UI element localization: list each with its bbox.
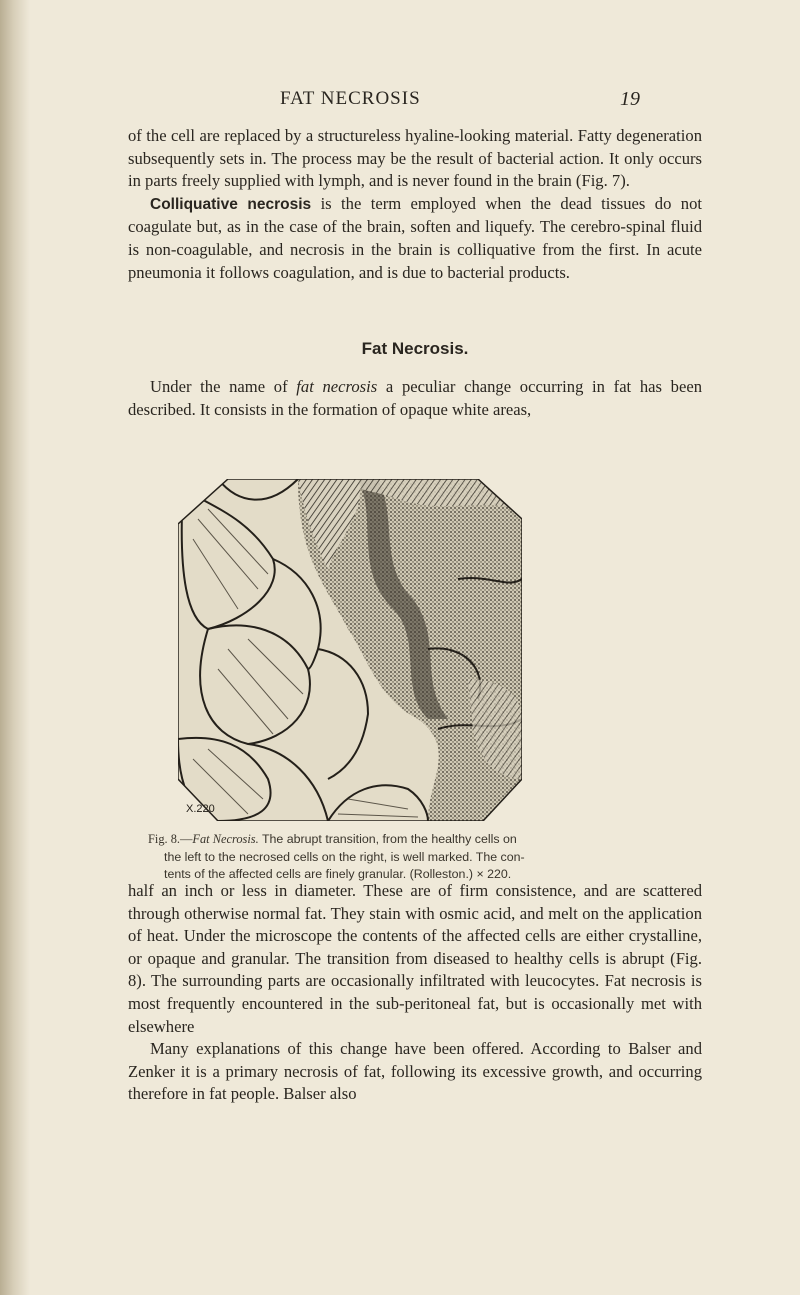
figure-caption (148, 831, 608, 884)
page-gutter-shadow (0, 0, 30, 1295)
caption-line-3: tents of the affected cells are finely granular. (Rolleston.) × 220. (164, 867, 512, 881)
paragraph-5: Many explanations of this change have been offered. According to Balser and Zenker it is a primary necrosis of fat, following its excessive growth, and occurring therefore in fat people. Balser also (128, 1039, 702, 1104)
caption-line-2: the left to the necrosed cells on the right, is well marked. The con- (164, 849, 525, 864)
body-text-intro (128, 376, 702, 421)
running-title: FAT NECROSIS (280, 88, 421, 109)
figure-8-micrograph (178, 479, 522, 821)
page-header (0, 88, 800, 114)
paragraph-1: of the cell are replaced by a structureless hyaline-looking material. Fatty degeneration subsequently sets in. The process may be the result of bacterial action. It only occurs in parts freely supplied with lymph, and is never found in the brain (Fig. 7). (128, 126, 702, 191)
body-text-top (128, 125, 702, 284)
caption-title: Fat Necrosis. (192, 832, 259, 846)
caption-line-1 (148, 832, 517, 846)
caption-figure-label: Fig. 8.— (148, 832, 193, 846)
body-text-bottom (128, 880, 702, 1106)
paragraph-3-after: a peculiar change occurring in fat has been described. It consists in the formation of opaque white areas, (128, 377, 703, 419)
term-fat-necrosis: fat necrosis (296, 377, 378, 396)
section-heading: Fat Necrosis. (361, 339, 469, 358)
paragraph-4: half an inch or less in diameter. These are of firm consistence, and are scattered through otherwise normal fat. They stain with osmic acid, and melt on the application of heat. Under the microscope the contents of the affected cells are either crystalline, or opaque and granular. The transition from diseased to healthy cells is abrupt (Fig. 8). The surrounding parts are occasionally infiltrated with leucocytes. Fat necrosis is most frequently encountered in the sub-peritoneal fat, but is occasionally met with elsewhere (128, 881, 702, 1036)
page-number: 19 (620, 88, 640, 110)
paragraph-3-before: Under the name of (150, 377, 297, 396)
paragraph-2 (128, 193, 702, 284)
paragraph-3 (128, 376, 702, 421)
caption-line-1-rest: The abrupt transition, from the healthy cells on (258, 832, 517, 846)
paragraph-2-text: is the term employed when the dead tissues do not coagulate but, as in the case of the brain, soften and liquefy. The cerebro-spinal fluid is non-coagulable, and necrosis in the brain is colliquative from the first. In acute pneumonia it follows coagulation, and is due to bacterial products. (128, 193, 702, 282)
term-colliquative-necrosis: Colliquative necrosis (150, 195, 312, 213)
magnification-label: X.220 (186, 803, 215, 815)
fat-necrosis-micrograph-icon (178, 479, 522, 821)
